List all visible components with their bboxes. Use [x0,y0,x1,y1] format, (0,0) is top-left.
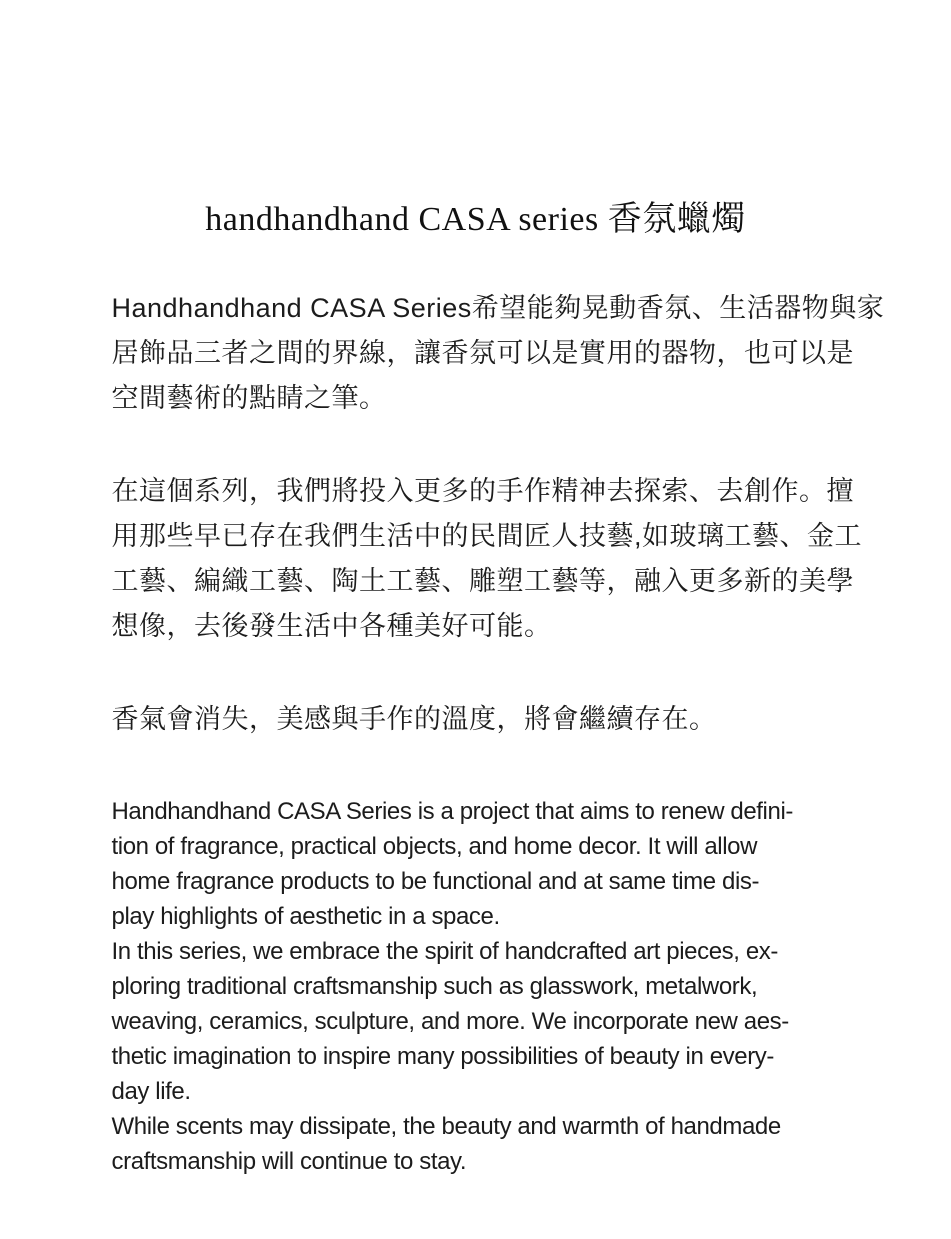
text-line: thetic imagination to inspire many possibilities of beauty in every- [111,1042,774,1070]
text-line: 用那些早已存在我們生活中的民間匠人技藝,如玻璃工藝、金工 [111,520,863,551]
text-line: ploring traditional craftsmanship such as glasswork, metalwork, [111,972,758,1000]
text-line: day life. [111,1077,191,1105]
text-line: While scents may dissipate, the beauty and warmth of handmade [111,1112,781,1140]
zh-paragraph-closing [112,697,840,742]
text-line: craftsmanship will continue to stay. [111,1147,467,1175]
page-title: handhandhand CASA series 香氛蠟燭 [205,200,746,238]
text-line: weaving, ceramics, sculpture, and more. We incorporate new aes- [111,1007,789,1035]
text-line: 在這個系列，我們將投入更多的手作精神去探索、去創作。擅 [111,475,854,506]
text-line: 空間藝術的點睛之筆。 [111,382,387,413]
text-line: 居飾品三者之間的界線，讓香氛可以是實用的器物，也可以是 [111,337,854,368]
document-page [111,0,885,1179]
zh-paragraph-series [111,469,863,649]
text-line: play highlights of aesthetic in a space. [111,902,500,930]
text-line: In this series, we embrace the spirit of handcrafted art pieces, ex- [111,937,778,965]
text-line: tion of fragrance, practical objects, and home decor. It will allow [111,832,758,860]
text-line: 想像，去後發生活中各種美好可能。 [111,610,552,641]
text-line: 香氣會消失，美感與手作的溫度，將會繼續存在。 [111,703,717,734]
text-line: Handhandhand CASA Series希望能夠晃動香氛、生活器物與家 [111,292,885,323]
zh-paragraph-intro [111,286,885,421]
en-paragraph [112,794,840,1179]
text-line: 工藝、編織工藝、陶土工藝、雕塑工藝等，融入更多新的美學 [111,565,854,596]
text-line: Handhandhand CASA Series is a project that aims to renew defini- [111,797,793,825]
text-line: home fragrance products to be functional and at same time dis- [111,867,760,895]
